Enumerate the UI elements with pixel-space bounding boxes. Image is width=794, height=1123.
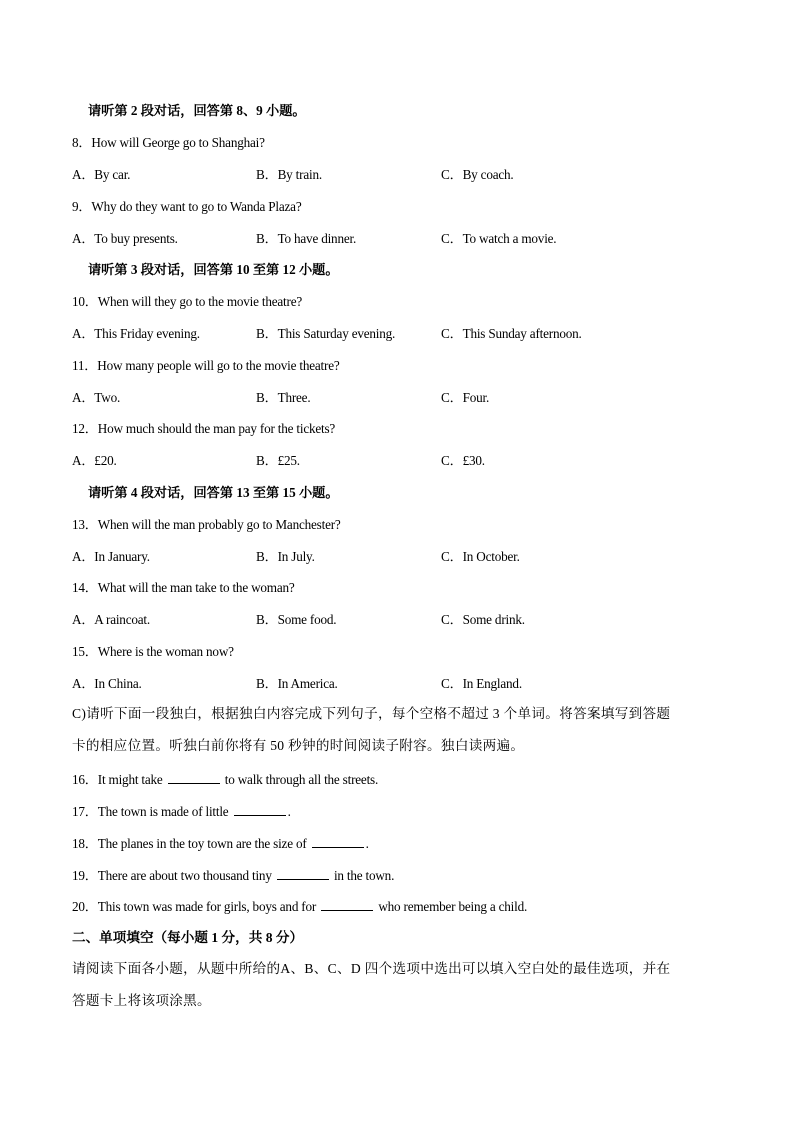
option-a: A．A raincoat. [72, 612, 150, 627]
question-8: 8．How will George go to Shanghai? [72, 135, 265, 150]
section-4-instruction: 请听第 4 段对话，回答第 13 至第 15 小题。 [88, 485, 339, 500]
question-20 [72, 897, 527, 916]
section-3-instruction: 请听第 3 段对话，回答第 10 至第 12 小题。 [88, 262, 339, 277]
option-a: A．£20. [72, 453, 117, 468]
question-11: 11．How many people will go to the movie theatre? [72, 358, 340, 373]
option-c: C．Some drink. [441, 612, 525, 627]
option-b: B．£25. [256, 453, 300, 468]
question-17 [72, 802, 291, 821]
question-text: 17．The town is made of little [72, 804, 229, 819]
question-text: . [365, 836, 369, 851]
question-10-options [72, 325, 712, 343]
option-b: B．By train. [256, 167, 322, 182]
question-text: in the town. [333, 868, 395, 883]
option-b: B．Three. [256, 390, 311, 405]
question-14-options [72, 611, 712, 629]
question-11-options [72, 389, 712, 407]
question-15-options [72, 675, 712, 693]
option-c: C．This Sunday afternoon. [441, 326, 582, 341]
question-text: 19．There are about two thousand tiny [72, 868, 272, 883]
question-9: 9．Why do they want to go to Wanda Plaza? [72, 199, 302, 214]
option-b: B．To have dinner. [256, 231, 357, 246]
question-text: who remember being a child. [378, 899, 528, 914]
question-16 [72, 770, 378, 789]
option-b: B．In July. [256, 549, 315, 564]
question-8-options [72, 166, 712, 184]
option-a: A．Two. [72, 390, 121, 405]
option-c: C．Four. [441, 390, 490, 405]
question-13: 13．When will the man probably go to Manchester? [72, 517, 341, 532]
question-text: to walk through all the streets. [224, 772, 379, 787]
option-a: A．In January. [72, 549, 150, 564]
answer-blank [321, 897, 373, 911]
option-c: C．In October. [441, 549, 520, 564]
option-a: A．In China. [72, 676, 142, 691]
part-2-heading: 二、单项填空（每小题 1 分，共 8 分） [72, 930, 304, 945]
answer-blank [277, 866, 329, 880]
question-10: 10．When will they go to the movie theatre? [72, 294, 303, 309]
option-c: C．In England. [441, 676, 522, 691]
question-12: 12．How much should the man pay for the tickets? [72, 421, 336, 436]
answer-blank [168, 770, 220, 784]
question-text: 16．It might take [72, 772, 163, 787]
option-a: A．By car. [72, 167, 131, 182]
question-18 [72, 834, 369, 853]
option-c: C．£30. [441, 453, 485, 468]
question-15: 15．Where is the woman now? [72, 644, 234, 659]
question-text: . [287, 804, 291, 819]
question-9-options [72, 230, 712, 248]
answer-blank [234, 802, 286, 816]
question-text: 18．The planes in the toy town are the size of [72, 836, 307, 851]
part-2-instruction: 请阅读下面各小题，从题中所给的A、B、C、D 四个选项中选出可以填入空白处的最佳选项，并在答题卡上将该项涂黑。 [72, 961, 671, 1008]
question-13-options [72, 548, 712, 566]
option-a: A．This Friday evening. [72, 326, 200, 341]
question-14: 14．What will the man take to the woman? [72, 580, 295, 595]
question-text: 20．This town was made for girls, boys and for [72, 899, 317, 914]
option-c: C．To watch a movie. [441, 231, 557, 246]
part-c-instruction: C)请听下面一段独白，根据独白内容完成下列句子，每个空格不超过 3 个单词。将答案填写到答题卡的相应位置。听独白前你将有 50 秒钟的时间阅读子附容。独白读两遍。 [72, 706, 671, 753]
section-2-instruction: 请听第 2 段对话，回答第 8、9 小题。 [88, 103, 306, 118]
option-a: A．To buy presents. [72, 231, 178, 246]
question-19 [72, 866, 394, 885]
option-b: B．In America. [256, 676, 338, 691]
option-c: C．By coach. [441, 167, 514, 182]
answer-blank [312, 834, 364, 848]
question-12-options [72, 452, 712, 470]
option-b: B．This Saturday evening. [256, 326, 396, 341]
option-b: B．Some food. [256, 612, 337, 627]
